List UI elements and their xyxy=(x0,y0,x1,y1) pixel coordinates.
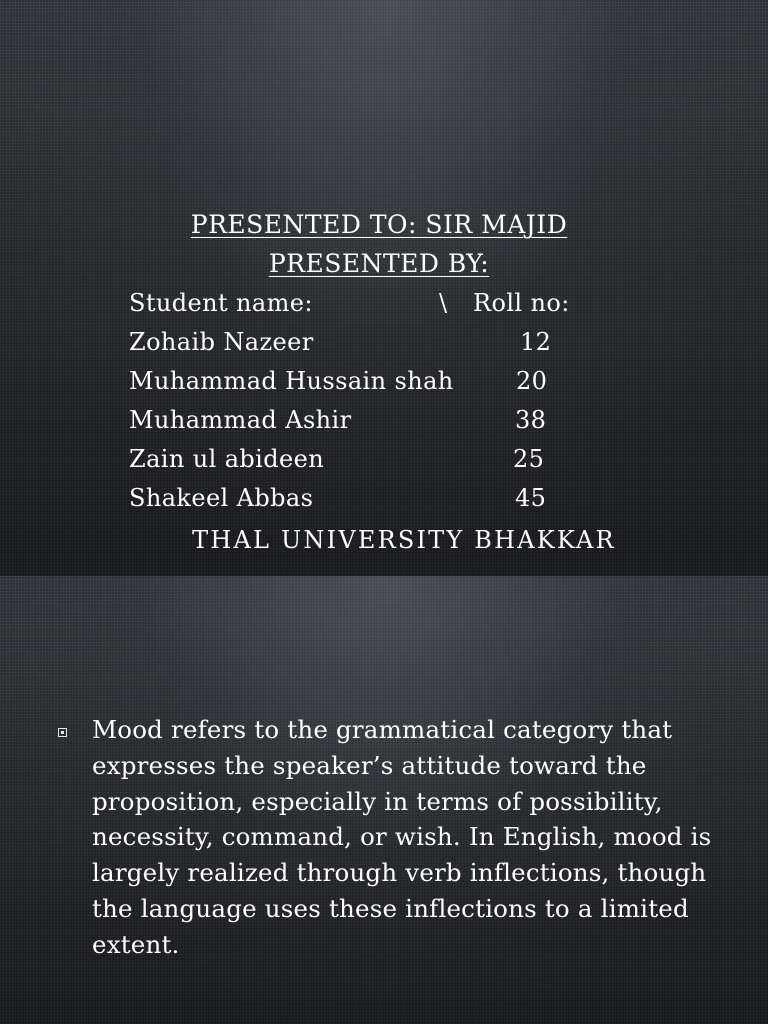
student-roll: 25 xyxy=(513,445,545,473)
mood-definition-text: Mood refers to the grammatical category that expresses the speaker’s attitude toward the proposition, especially in terms of possibility, necessity, command, or wish. In English, mood is largely realized through verb inflections, though the language uses these inflections to a limited extent. xyxy=(92,715,712,959)
presented-by-heading xyxy=(0,249,763,278)
roll-no-column-header: Roll no: xyxy=(473,289,570,317)
student-row xyxy=(129,328,689,364)
presented-to-heading: PRESENTED TO: SIR MAJID xyxy=(190,210,568,239)
student-roll: 45 xyxy=(515,484,547,512)
presented-by-label: PRESENTED BY xyxy=(268,249,481,278)
student-row xyxy=(129,367,689,403)
student-name: Zain ul abideen xyxy=(129,445,325,473)
student-row xyxy=(129,406,689,442)
student-table-header xyxy=(129,289,689,325)
student-name: Shakeel Abbas xyxy=(129,484,314,512)
student-name: Muhammad Hussain shah xyxy=(129,367,454,395)
student-name: Zohaib Nazeer xyxy=(129,328,314,356)
presented-by-colon: : xyxy=(480,249,490,278)
student-name: Muhammad Ashir xyxy=(129,406,352,434)
student-row xyxy=(129,445,689,481)
column-separator: \ xyxy=(439,289,448,317)
square-bullet-icon xyxy=(58,728,67,737)
university-name: THAL UNIVERSITY BHAKKAR xyxy=(192,526,616,554)
student-roll: 20 xyxy=(516,367,548,395)
student-roll: 12 xyxy=(520,328,552,356)
student-name-column-header: Student name: xyxy=(129,289,313,317)
student-roll: 38 xyxy=(515,406,547,434)
student-row xyxy=(129,484,689,520)
